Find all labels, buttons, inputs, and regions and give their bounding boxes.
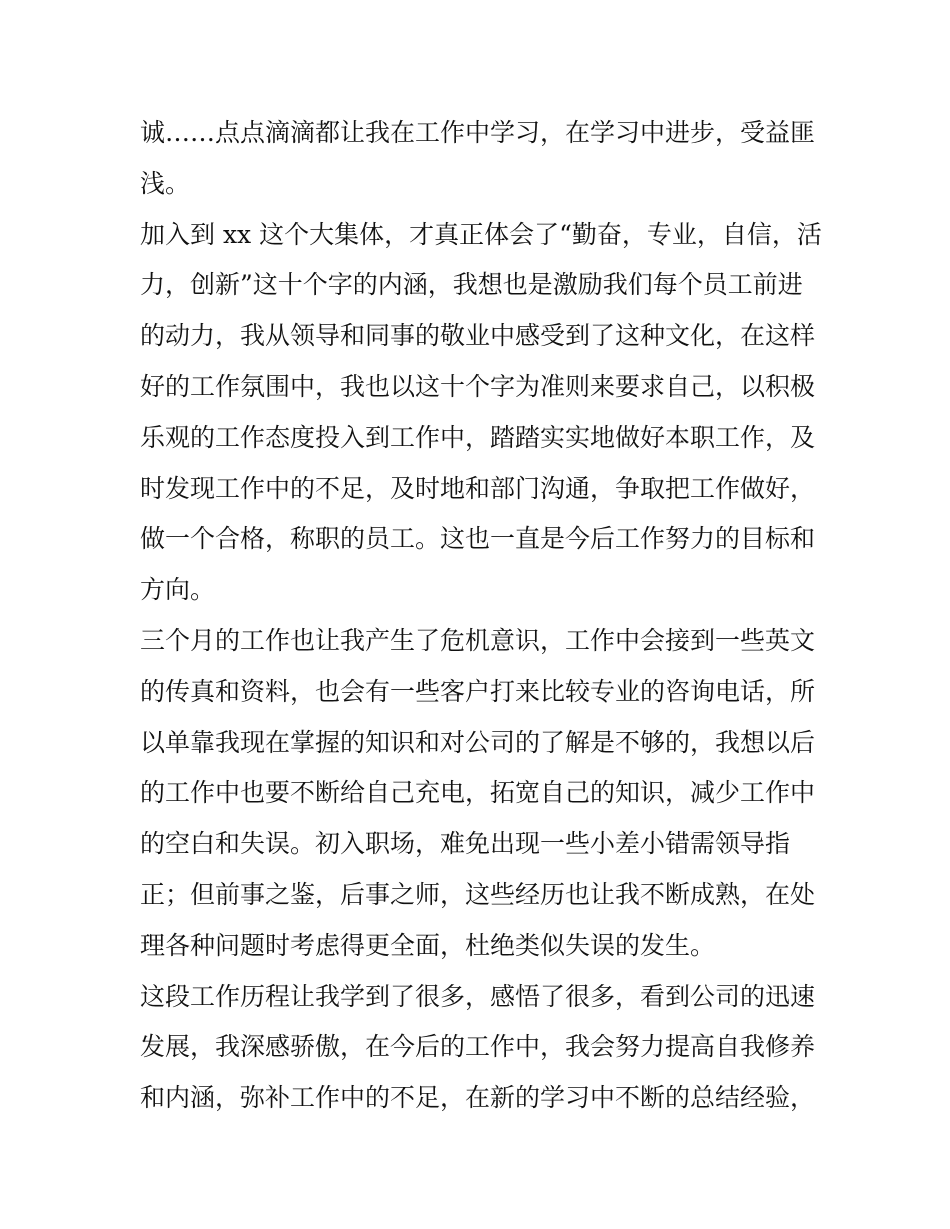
text-line-2: 浅。	[140, 168, 191, 198]
text-line-11: 三个月的工作也让我产生了危机意识，工作中会接到一些英文	[140, 625, 816, 655]
text-line-7: 乐观的工作态度投入到工作中，踏踏实实地做好本职工作，及	[140, 422, 816, 452]
text-line-1: 诚……点点滴滴都让我在工作中学习，在学习中进步，受益匪	[140, 118, 816, 147]
text-line-8: 时发现工作中的不足，及时地和部门沟通，争取把工作做好，	[140, 473, 816, 503]
document-body-text	[140, 108, 820, 1124]
text-line-15: 的空白和失误。初入职场，难免出现一些小差小错需领导指	[140, 829, 791, 859]
text-line-17: 理各种问题时考虑得更全面，杜绝类似失误的发生。	[140, 930, 716, 960]
text-line-6: 好的工作氛围中，我也以这十个字为准则来要求自己，以积极	[140, 371, 816, 401]
text-line-10: 方向。	[140, 575, 216, 605]
text-line-19: 发展，我深感骄傲，在今后的工作中，我会努力提高自我修养	[140, 1032, 816, 1062]
text-line-14: 的工作中也要不断给自己充电，拓宽自己的知识，减少工作中	[140, 778, 816, 808]
text-line-3: 加入到 xx 这个大集体，才真正体会了“勤奋，专业，自信，活	[140, 219, 822, 249]
text-line-9: 做一个合格，称职的员工。这也一直是今后工作努力的目标和	[140, 524, 816, 554]
text-line-20: 和内涵，弥补工作中的不足，在新的学习中不断的总结经验，	[140, 1083, 816, 1113]
text-line-5: 的动力，我从领导和同事的敬业中感受到了这种文化，在这样	[140, 321, 816, 351]
text-line-18: 这段工作历程让我学到了很多，感悟了很多，看到公司的迅速	[140, 981, 816, 1011]
text-line-16: 正；但前事之鉴，后事之师，这些经历也让我不断成熟，在处	[140, 879, 816, 909]
text-line-13: 以单靠我现在掌握的知识和对公司的了解是不够的，我想以后	[140, 727, 816, 757]
text-line-4: 力，创新”这十个字的内涵，我想也是激励我们每个员工前进	[140, 270, 803, 300]
text-line-12: 的传真和资料，也会有一些客户打来比较专业的咨询电话，所	[140, 676, 816, 706]
